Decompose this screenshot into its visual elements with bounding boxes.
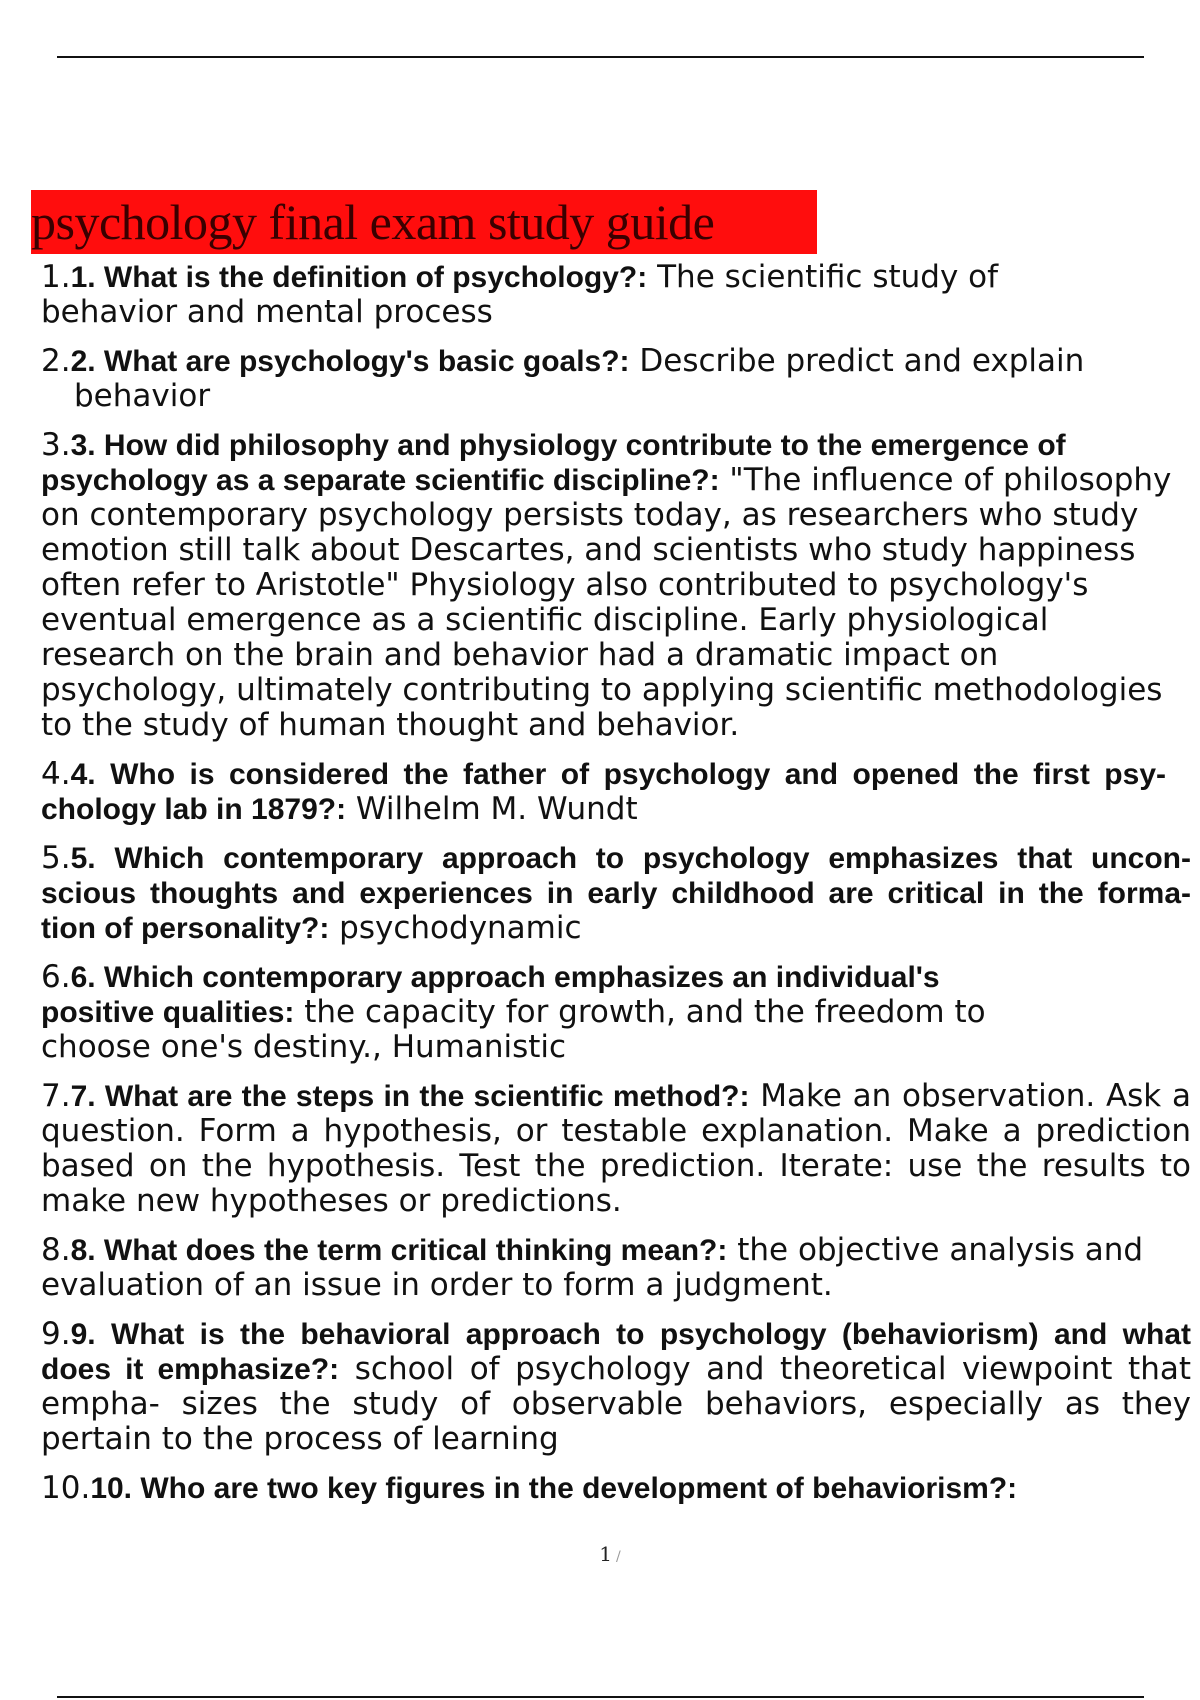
answer: Make an observation. Ask a question. Form a hypothesis, or testable explanation. Make a prediction based on the hypothesis. Test the prediction. Iterate: use the results to make new hypotheses or predictions. [41, 1078, 1192, 1219]
page-number-suffix: / [616, 1549, 621, 1565]
answer-continued: behavior [74, 378, 211, 414]
question: 3. How did philosophy and physiology contribute to the emergence of psychology as a separate scientific discipline?: [41, 429, 1066, 497]
answer: the capacity for growth, and the freedom to choose one's destiny., Humanistic [41, 994, 986, 1065]
qa-item-10 [41, 1471, 1191, 1506]
item-number: 5. [41, 840, 71, 876]
answer: Wilhelm M. Wundt [346, 791, 638, 827]
item-number: 9. [41, 1316, 71, 1352]
item-number: 3. [41, 427, 71, 463]
footer-rule [57, 1696, 1144, 1698]
answer: "The influence of philosophy on contemporary psychology persists today, as researchers who study emotion still talk about Descartes, and scientists who study happiness often refer to Aristotle" Physiology also contributed to psychology's eventual emergence as a scientific discipline. Early physiological research on the brain and behavior had a dramatic impact on psychology, ultimately contributing to applying scientific methodologies to the study of human thought and behavior. [41, 462, 1172, 743]
document-title: psychology final exam study guide [31, 190, 817, 254]
question: 9. What is the behavioral approach to psychology (behaviorism) and what does it emphasize?: [41, 1318, 1191, 1386]
qa-item-8 [41, 1233, 1161, 1303]
page-number-value: 1 [599, 1542, 612, 1566]
item-number: 8. [41, 1232, 71, 1268]
answer: psychodynamic [329, 910, 582, 946]
item-number: 1. [41, 259, 71, 295]
answer: Describe predict and explain [629, 343, 1085, 379]
question: 7. What are the steps in the scientific method?: [70, 1080, 750, 1113]
qa-item-2 [41, 344, 1191, 414]
question: 5. Which contemporary approach to psychology emphasizes that uncon- scious thoughts and experiences in early childhood are critical in the forma- tion of personality?: [41, 842, 1191, 945]
question: 6. Which contemporary approach emphasizes an individual's positive qualities: [41, 961, 940, 1029]
item-number: 2. [41, 343, 71, 379]
item-number: 10. [41, 1470, 91, 1506]
qa-item-9 [41, 1317, 1191, 1457]
answer: school of psychology and theoretical viewpoint that empha- sizes the study of observable behaviors, especially as they pertain to the process of learning [41, 1351, 1191, 1457]
question: 4. Who is considered the father of psychology and opened the first psy- chology lab in 1879?: [41, 758, 1166, 826]
item-number: 7. [41, 1078, 71, 1114]
question: 2. What are psychology's basic goals?: [70, 345, 630, 378]
answer: the objective analysis and evaluation of an issue in order to form a judgment. [41, 1232, 1144, 1303]
question: 10. Who are two key figures in the development of behaviorism?: [90, 1472, 1018, 1505]
qa-item-4 [41, 757, 1166, 827]
qa-item-1 [41, 260, 1071, 330]
page-number [0, 1542, 1200, 1566]
qa-item-3 [41, 428, 1191, 743]
qa-item-7 [41, 1079, 1191, 1219]
item-number: 4. [41, 756, 71, 792]
qa-item-5 [41, 841, 1191, 946]
question: 1. What is the definition of psychology?: [70, 261, 648, 294]
question: 8. What does the term critical thinking mean?: [70, 1234, 728, 1267]
header-rule [57, 56, 1144, 58]
qa-list [41, 260, 1191, 1520]
answer: The scientific study of behavior and mental process [41, 259, 999, 330]
qa-item-6 [41, 960, 1041, 1065]
item-number: 6. [41, 959, 71, 995]
